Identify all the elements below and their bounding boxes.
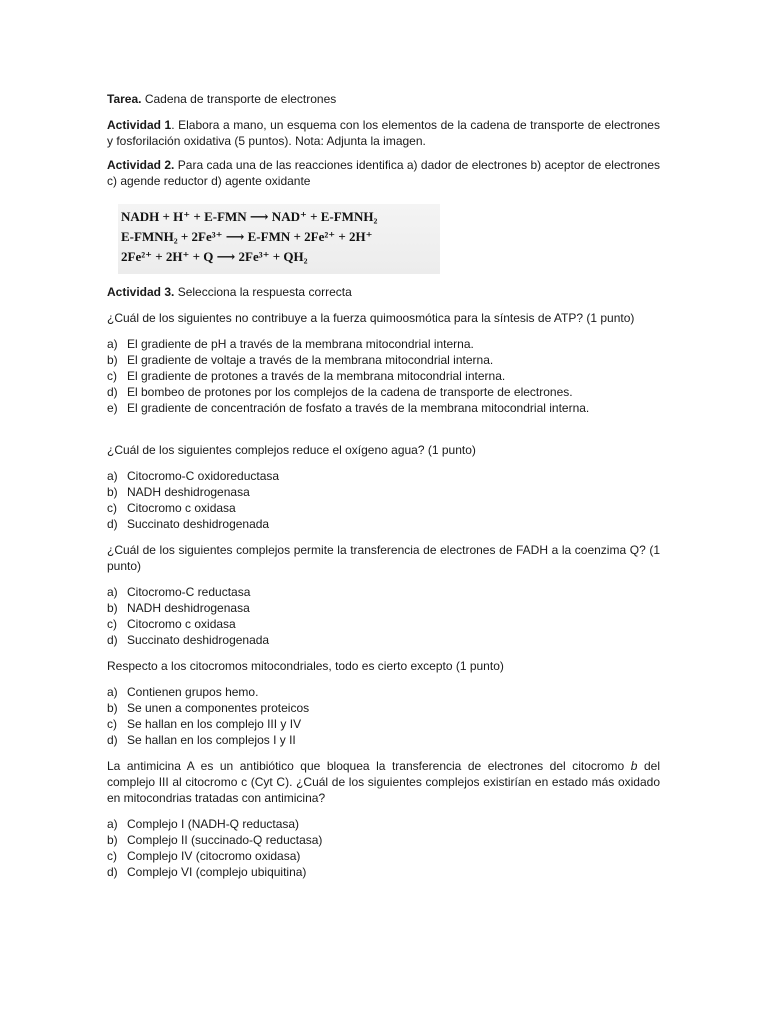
list-item: c) Citocromo c oxidasa	[107, 501, 236, 515]
list-item: b) Complejo II (succinado-Q reductasa)	[107, 833, 323, 847]
activity-2-label: Actividad 2.	[107, 158, 175, 172]
list-item: b) El gradiente de voltaje a través de la membrana mitocondrial interna.	[107, 353, 494, 367]
list-item: d) Succinato deshidrogenada	[107, 633, 270, 647]
activity-3-text: Selecciona la respuesta correcta	[174, 285, 352, 299]
question-2-options	[107, 468, 660, 532]
list-item: c) Citocromo c oxidasa	[107, 617, 236, 631]
list-item: b) Se unen a componentes proteicos	[107, 701, 310, 715]
task-text: Cadena de transporte de electrones	[144, 92, 337, 106]
question-2-prompt: ¿Cuál de los siguientes complejos reduce el oxígeno agua? (1 punto)	[107, 443, 476, 457]
list-item: e) El gradiente de concentración de fosfato a través de la membrana mitocondrial interna.	[107, 401, 590, 415]
reaction-1: NADH + H⁺ + E-FMN ⟶ NAD⁺ + E-FMNH₂	[121, 209, 378, 224]
question-3-prompt: ¿Cuál de los siguientes complejos permite la transferencia de electrones de FADH a la coenzima Q? (1 punto)	[107, 543, 660, 573]
list-item: d) Complejo VI (complejo ubiquitina)	[107, 865, 307, 879]
list-item: d) El bombeo de protones por los complejos de la cadena de transporte de electrones.	[107, 385, 573, 399]
question-5-prompt: La antimicina A es un antibiótico que bloquea la transferencia de electrones del citocromo b del complejo III al citocromo c (Cyt C). ¿Cuál de los siguientes complejos existirían en estado más oxidado en mitocondrias tratadas con antimicina?	[107, 759, 660, 805]
question-4-prompt: Respecto a los citocromos mitocondriales, todo es cierto excepto (1 punto)	[107, 659, 504, 673]
list-item: c) Complejo IV (citocromo oxidasa)	[107, 849, 301, 863]
activity-1-label: Actividad 1	[107, 118, 172, 132]
activity-3	[107, 284, 660, 300]
list-item: b) NADH deshidrogenasa	[107, 601, 250, 615]
list-item: b) NADH deshidrogenasa	[107, 485, 250, 499]
task-label: Tarea.	[107, 92, 142, 106]
document-page	[107, 91, 660, 880]
question-4-options	[107, 684, 660, 748]
list-item: d) Succinato deshidrogenada	[107, 517, 270, 531]
list-item: c) Se hallan en los complejo III y IV	[107, 717, 302, 731]
question-1-options	[107, 336, 660, 416]
list-item: a) Citocromo-C reductasa	[107, 585, 251, 599]
reaction-equations-image	[118, 204, 440, 274]
list-item: c) El gradiente de protones a través de la membrana mitocondrial interna.	[107, 369, 506, 383]
question-3-options	[107, 584, 660, 648]
activity-1	[107, 117, 660, 149]
question-5-options	[107, 816, 660, 880]
list-item: d) Se hallan en los complejos I y II	[107, 733, 296, 747]
activity-2-text: Para cada una de las reacciones identifica a) dador de electrones b) aceptor de electrones c) agende reductor d) agente oxidante	[107, 158, 660, 188]
reaction-2: E-FMNH₂ + 2Fe³⁺ ⟶ E-FMN + 2Fe²⁺ + 2H⁺	[121, 229, 373, 244]
activity-2	[107, 157, 660, 189]
list-item: a) El gradiente de pH a través de la membrana mitocondrial interna.	[107, 337, 474, 351]
activity-1-text: . Elabora a mano, un esquema con los elementos de la cadena de transporte de electrones y fosforilación oxidativa (5 puntos). Nota: Adjunta la imagen.	[107, 118, 660, 148]
list-item: a) Complejo I (NADH-Q reductasa)	[107, 817, 300, 831]
task-title	[107, 91, 660, 107]
question-1-prompt: ¿Cuál de los siguientes no contribuye a la fuerza quimoosmótica para la síntesis de ATP? (1 punto)	[107, 311, 635, 325]
activity-3-label: Actividad 3.	[107, 285, 175, 299]
reaction-3: 2Fe²⁺ + 2H⁺ + Q ⟶ 2Fe³⁺ + QH₂	[121, 249, 308, 264]
list-item: a) Citocromo-C oxidoreductasa	[107, 469, 280, 483]
list-item: a) Contienen grupos hemo.	[107, 685, 259, 699]
